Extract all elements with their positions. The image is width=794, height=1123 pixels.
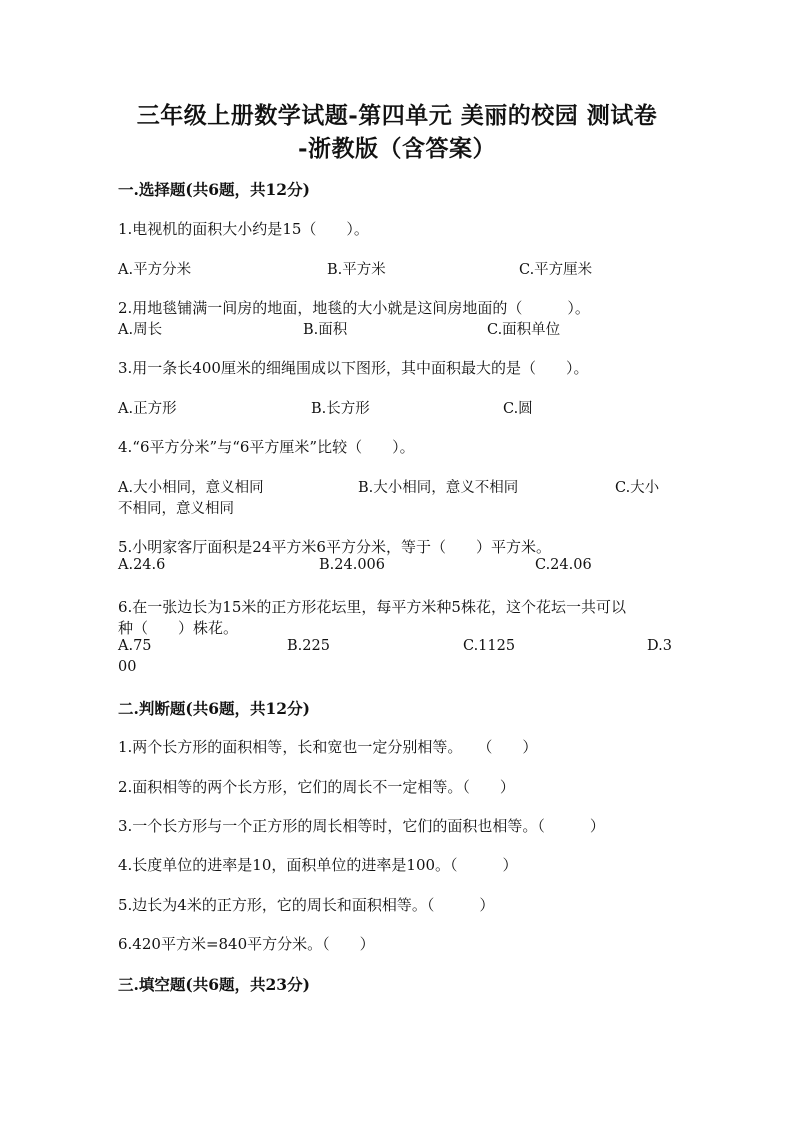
- question-4-option-c-part2: 不相同，意义相同: [118, 501, 234, 517]
- judgement-item-4: 4.长度单位的进率是10，面积单位的进率是100。（ ）: [118, 856, 518, 874]
- question-5-option-c: C.24.06: [535, 557, 592, 573]
- section-heading-choice: 一.选择题(共6题，共12分): [118, 180, 310, 199]
- question-4-option-c-part1: C.大小: [615, 480, 660, 496]
- page-title-line2: -浙教版（含答案）: [297, 135, 497, 162]
- question-6-option-d-part2: 00: [118, 659, 137, 675]
- question-1-stem: 1.电视机的面积大小约是15（ ）。: [118, 220, 369, 238]
- question-5-option-b: B.24.006: [319, 557, 386, 573]
- question-6-stem-line1: 6.在一张边长为15米的正方形花坛里，每平方米种5株花，这个花坛一共可以: [118, 598, 626, 616]
- judgement-item-6: 6.420平方米=840平方分米。（ ）: [118, 935, 375, 953]
- question-6-option-b: B.225: [287, 638, 330, 654]
- question-3-option-c: C.圆: [503, 401, 533, 417]
- question-6-option-c: C.1125: [463, 638, 516, 654]
- question-2-option-b: B.面积: [303, 322, 348, 338]
- question-5-stem: 5.小明家客厅面积是24平方米6平方分米，等于（ ）平方米。: [118, 538, 551, 556]
- question-1-option-a: A.平方分米: [118, 262, 192, 278]
- question-4-option-a: A.大小相同，意义相同: [118, 480, 264, 496]
- section-heading-fill-in: 三.填空题(共6题，共23分): [118, 975, 310, 994]
- section-heading-judgement: 二.判断题(共6题，共12分): [118, 699, 310, 718]
- question-3-stem: 3.用一条长400厘米的细绳围成以下图形，其中面积最大的是（ ）。: [118, 359, 589, 377]
- judgement-item-5: 5.边长为4米的正方形，它的周长和面积相等。（ ）: [118, 896, 495, 914]
- question-3-option-b: B.长方形: [311, 401, 370, 417]
- question-6-stem-line2: 种（ ）株花。: [118, 619, 239, 637]
- judgement-item-1: 1.两个长方形的面积相等，长和宽也一定分别相等。 （ ）: [118, 738, 538, 756]
- question-1-option-c: C.平方厘米: [519, 262, 593, 278]
- question-4-option-b: B.大小相同，意义不相同: [358, 480, 519, 496]
- question-2-stem: 2.用地毯铺满一间房的地面，地毯的大小就是这间房地面的（ ）。: [118, 299, 590, 317]
- judgement-item-2: 2.面积相等的两个长方形，它们的周长不一定相等。（ ）: [118, 778, 515, 796]
- judgement-item-3: 3.一个长方形与一个正方形的周长相等时，它们的面积也相等。（ ）: [118, 817, 605, 835]
- question-1-option-b: B.平方米: [327, 262, 386, 278]
- question-6-option-a: A.75: [118, 638, 152, 654]
- question-6-option-d-part1: D.3: [647, 638, 672, 654]
- question-2-option-c: C.面积单位: [487, 322, 561, 338]
- question-3-option-a: A.正方形: [118, 401, 177, 417]
- question-2-option-a: A.周长: [118, 322, 163, 338]
- question-4-stem: 4.“6平方分米”与“6平方厘米”比较（ ）。: [118, 438, 415, 456]
- page-title-line1: 三年级上册数学试题-第四单元 美丽的校园 测试卷: [136, 102, 658, 129]
- question-5-option-a: A.24.6: [118, 557, 166, 573]
